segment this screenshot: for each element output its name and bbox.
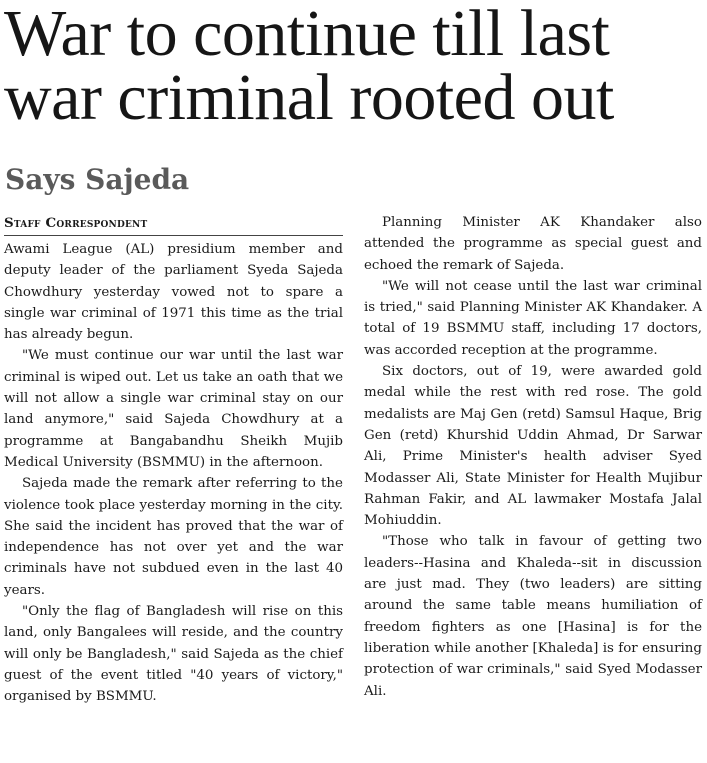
byline: Staff Correspondent [4,212,343,236]
article-paragraph: "We must continue our war until the last war criminal is wiped out. Let us take an oath that we will not allow a single war criminal stay on our land anymore," said Sajeda Chowdhury at a programme at Bangabandhu Sheikh Mujib Medical University (BSMMU) in the afternoon. [4,348,343,470]
article-paragraph: Planning Minister AK Khandaker also attended the programme as special guest and echoed the remark of Sajeda. [364,215,702,273]
subheadline: Says Sajeda [5,163,190,196]
article-paragraph: "Only the flag of Bangladesh will rise on this land, only Bangalees will reside, and the country will only be Bangladesh," said Sajeda as the chief guest of the event titled "40 years of victory," organised by BSMMU. [4,604,343,705]
article-column-right [364,212,702,702]
article-paragraph: Six doctors, out of 19, were awarded gold medal while the rest with red rose. The gold medalists are Maj Gen (retd) Samsul Haque, Brig Gen (retd) Khurshid Uddin Ahmad, Dr Sarwar Ali, Prime Minister's health adviser Syed Modasser Ali, State Minister for Health Mujibur Rahman Fakir, and AL lawmaker Mostafa Jalal Mohiuddin. [364,364,702,529]
article-column-left [4,212,343,708]
article-paragraph: "We will not cease until the last war criminal is tried," said Planning Minister AK Khandaker. A total of 19 BSMMU staff, including 17 doctors, was accorded reception at the programme. [364,278,702,358]
article-paragraph: Sajeda made the remark after referring to the violence took place yesterday morning in the city. She said the incident has proved that the war of independence has not over yet and the war criminals have not subdued even in the last 40 years. [4,476,343,598]
article-paragraph: "Those who talk in favour of getting two leaders--Hasina and Khaleda--sit in discussion are just mad. They (two leaders) are sitting around the same table means humiliation of freedom fighters as one [Hasina] is for the liberation while another [Khaleda] is for ensuring protection of war criminals," said Syed Modasser Ali. [364,534,702,699]
headline: War to continue till last war criminal rooted out [4,0,614,134]
article-paragraph: Awami League (AL) presidium member and deputy leader of the parliament Syeda Sajeda Chowdhury yesterday vowed not to spare a single war criminal of 1971 this time as the trial has already begun. [4,242,343,343]
